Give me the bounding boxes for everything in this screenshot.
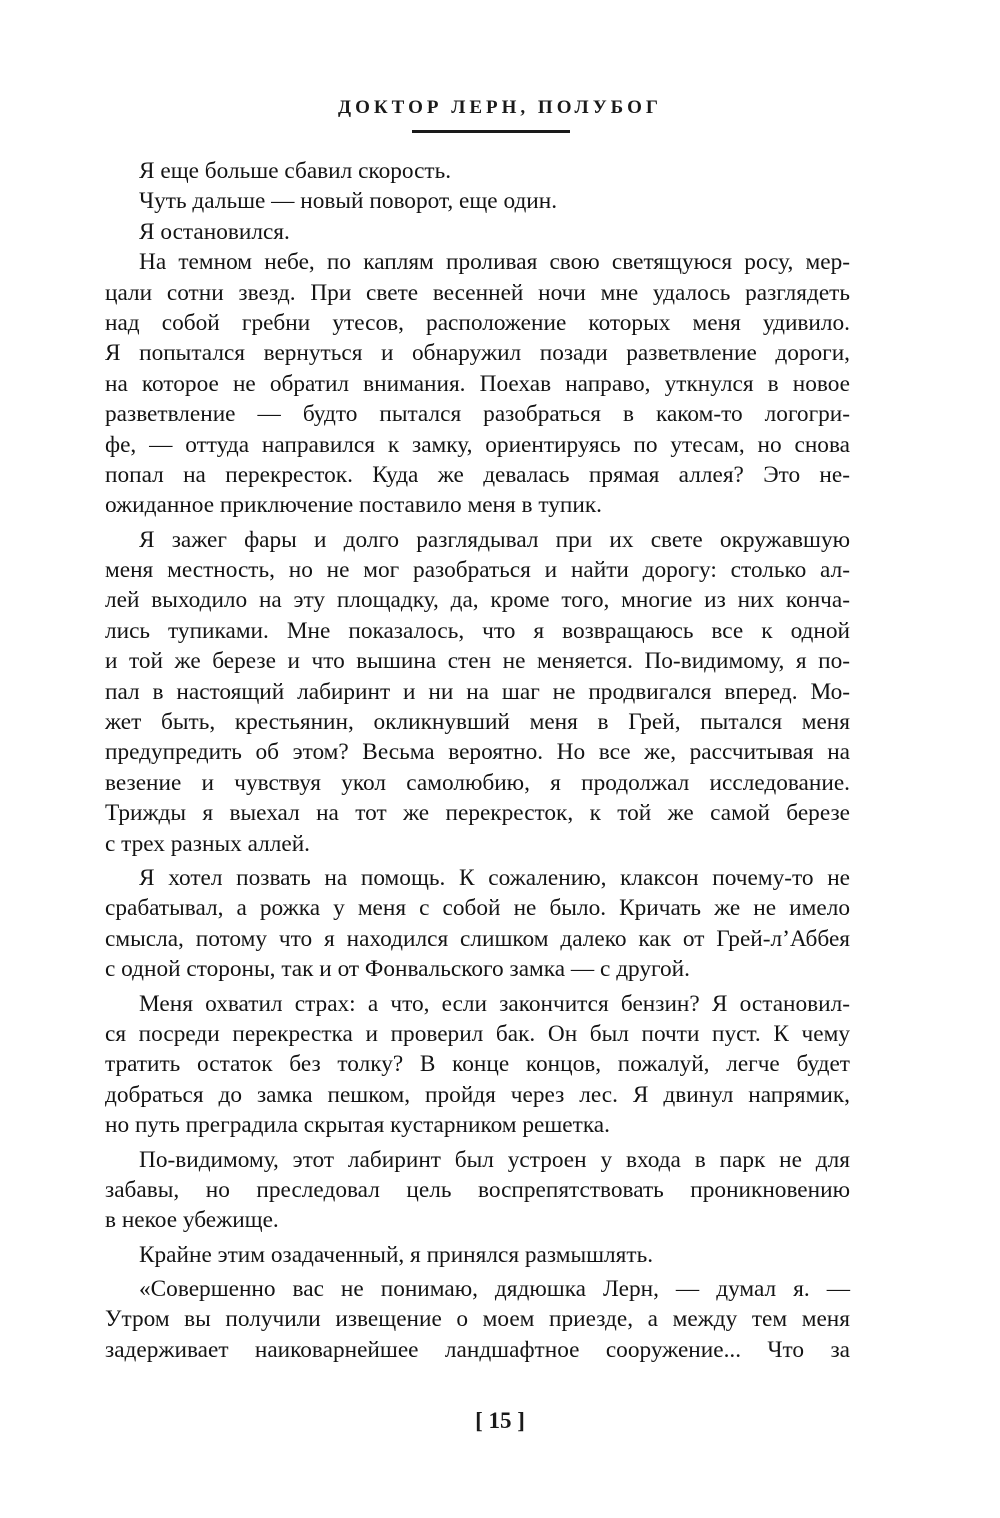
- text-line: цали сотни звезд. При свете весенней ночи мне удалось разглядеть: [105, 279, 850, 306]
- text-line: На темном небе, по каплям проливая свою светящуюся росу, мер-: [139, 249, 850, 276]
- text-line: задерживает наиковарнейшее ландшафтное сооружение... Что за: [105, 1336, 850, 1363]
- text-line: ожиданное приключение поставило меня в тупик.: [105, 492, 602, 519]
- text-line: но путь преградила скрытая кустарником решетка.: [105, 1112, 610, 1139]
- text-line: ся посреди перекрестка и проверил бак. Он был почти пуст. К чему: [105, 1020, 850, 1047]
- text-line: Я попытался вернуться и обнаружил позади разветвление дороги,: [105, 340, 850, 367]
- text-line: на которое не обратил внимания. Поехав направо, уткнулся в новое: [105, 370, 850, 397]
- text-line: в некое убежище.: [105, 1207, 279, 1234]
- body-text: [105, 156, 850, 1365]
- text-line: Чуть дальше — новый поворот, еще один.: [139, 188, 558, 215]
- text-line: Я хотел позвать на помощь. К сожалению, клаксон почему-то не: [139, 864, 850, 891]
- text-line: По-видимому, этот лабиринт был устроен у входа в парк не для: [139, 1146, 850, 1173]
- text-line: предупредить об этом? Весьма вероятно. Но все же, рассчитывая на: [105, 739, 850, 766]
- text-line: Утром вы получили извещение о моем приезде, а между тем меня: [105, 1306, 850, 1333]
- running-title: ДОКТОР ЛЕРН, ПОЛУБОГ: [338, 97, 662, 118]
- text-line: над собой гребни утесов, расположение которых меня удивило.: [105, 309, 850, 336]
- text-line: и той же березе и что вышина стен не меняется. По-видимому, я по-: [105, 648, 850, 675]
- page-number: [ 15 ]: [475, 1408, 525, 1433]
- text-line: с трех разных аллей.: [105, 830, 310, 857]
- text-line: с одной стороны, так и от Фонвальского замка — с другой.: [105, 956, 690, 983]
- text-line: фе, — оттуда направился к замку, ориентируясь по утесам, но снова: [105, 431, 850, 458]
- text-line: жет быть, крестьянин, окликнувший меня в Грей, пытался меня: [105, 709, 850, 736]
- text-line: попал на перекресток. Куда же девалась прямая аллея? Это не-: [105, 461, 850, 488]
- text-line: срабатывал, а рожка у меня с собой не было. Кричать же не имело: [105, 895, 850, 922]
- text-line: Крайне этим озадаченный, я принялся размышлять.: [139, 1241, 654, 1268]
- text-line: разветвление — будто пытался разобраться в каком-то логогри-: [105, 401, 850, 428]
- text-line: лись тупиками. Мне показалось, что я возвращаюсь все к одной: [105, 617, 850, 644]
- text-line: Меня охватил страх: а что, если закончится бензин? Я остановил-: [139, 990, 850, 1017]
- text-line: Я еще больше сбавил скорость.: [139, 158, 452, 184]
- text-line: Я зажег фары и долго разглядывал при их свете окружавшую: [139, 526, 850, 553]
- text-line: тратить остаток без толку? В конце концов, пожалуй, легче будет: [105, 1051, 850, 1078]
- text-line: пал в настоящий лабиринт и ни на шаг не продвигался вперед. Мо-: [105, 678, 850, 705]
- header-rule: [412, 130, 570, 133]
- text-line: меня местность, но не мог разобраться и найти дорогу: столько ал-: [105, 557, 850, 584]
- text-line: Трижды я выехал на тот же перекресток, к той же самой березе: [105, 800, 850, 827]
- text-line: смысла, потому что я находился слишком далеко как от Грей-л’Аббея: [105, 925, 850, 952]
- text-line: везение и чувствуя укол самолюбию, я продолжал исследование.: [105, 769, 850, 796]
- text-line: добраться до замка пешком, пройдя через лес. Я двинул напрямик,: [105, 1081, 850, 1108]
- text-line: «Совершенно вас не понимаю, дядюшка Лерн, — думал я. —: [139, 1276, 850, 1303]
- text-line: лей выходило на эту площадку, да, кроме того, многие из них конча-: [105, 587, 850, 614]
- text-line: Я остановился.: [139, 218, 290, 245]
- text-line: забавы, но преследовал цель воспрепятствовать проникновению: [105, 1176, 850, 1203]
